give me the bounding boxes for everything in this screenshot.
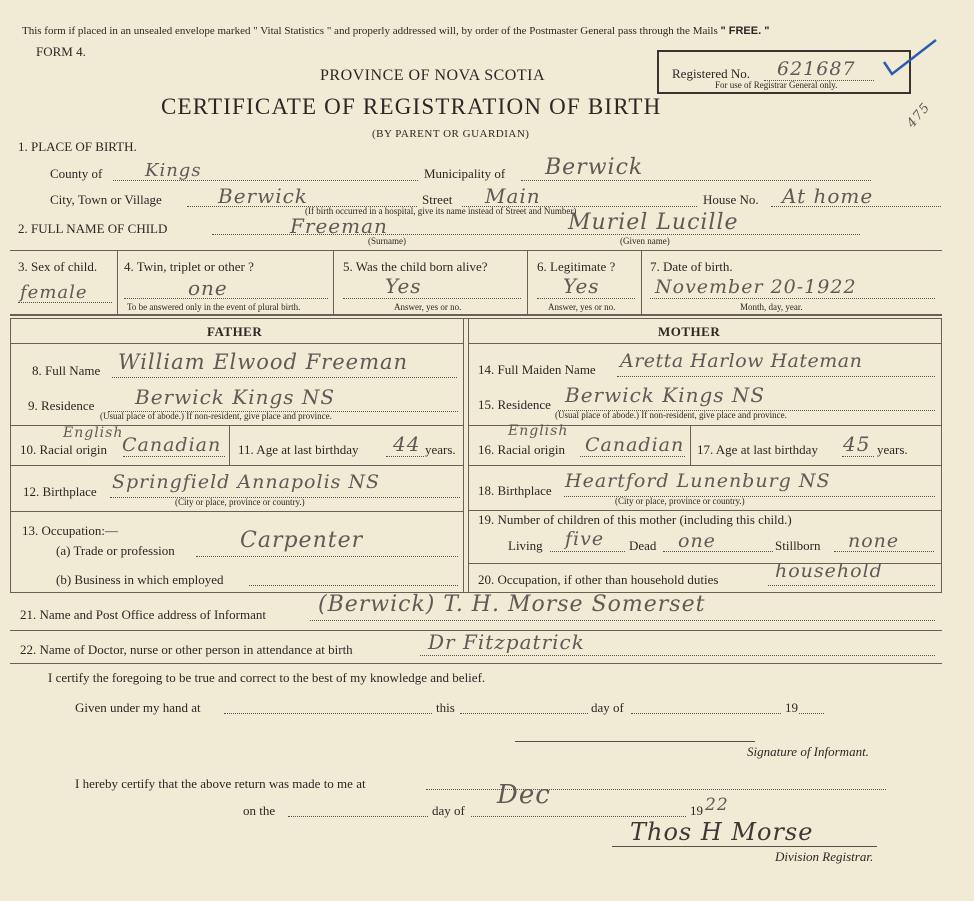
surname-caption: (Surname) <box>368 236 406 246</box>
registration-year-prefix: 19 <box>690 803 703 818</box>
trade-value: Carpenter <box>240 528 364 553</box>
living-value: five <box>565 528 605 550</box>
certificate-title: CERTIFICATE OF REGISTRATION OF BIRTH <box>161 94 662 119</box>
father-age-years: years. <box>425 442 456 457</box>
twin-value: one <box>188 276 228 300</box>
informant-value: (Berwick) T. H. Morse Somerset <box>318 592 706 617</box>
twin-label: 4. Twin, triplet or other ? <box>124 259 254 274</box>
sex-label: 3. Sex of child. <box>18 259 98 274</box>
registered-number: 621687 <box>777 58 856 80</box>
father-racial-label: 10. Racial origin <box>20 442 108 457</box>
municipality-label: Municipality of <box>424 166 506 181</box>
day-of-label: day of <box>591 700 624 715</box>
dob-value: November 20-1922 <box>655 276 857 298</box>
child-surname-value: Freeman <box>290 214 388 238</box>
informant-label: 21. Name and Post Office address of Informant <box>20 607 266 622</box>
mother-name-label: 14. Full Maiden Name <box>478 362 596 377</box>
registrar-use-note: For use of Registrar General only. <box>715 80 838 90</box>
dead-label: Dead <box>629 538 657 553</box>
province-heading: PROVINCE OF NOVA SCOTIA <box>320 67 546 84</box>
father-birthplace-label: 12. Birthplace <box>23 484 97 499</box>
alive-note: Answer, yes or no. <box>394 302 462 312</box>
mother-heading: MOTHER <box>658 324 721 339</box>
house-number-label: House No. <box>703 192 759 207</box>
county-value: Kings <box>145 160 202 181</box>
living-label: Living <box>508 538 543 553</box>
day-of-label-2: day of <box>432 803 465 818</box>
father-name-label: 8. Full Name <box>32 363 101 378</box>
father-age-label: 11. Age at last birthday <box>238 442 359 457</box>
municipality-value: Berwick <box>545 155 644 180</box>
mother-occupation-label: 20. Occupation, if other than household duties <box>478 572 719 587</box>
mother-birthplace-note: (City or place, province or country.) <box>615 496 745 506</box>
given-name-caption: (Given name) <box>620 236 670 246</box>
occupation-label: 13. Occupation:— <box>22 523 119 538</box>
certificate-subtitle: (BY PARENT OR GUARDIAN) <box>372 128 530 140</box>
given-under-hand-label: Given under my hand at <box>75 700 201 715</box>
sex-value: female <box>20 282 88 303</box>
stillborn-label: Stillborn <box>775 538 821 553</box>
stillborn-value: none <box>848 530 900 552</box>
business-label: (b) Business in which employed <box>56 572 224 587</box>
alive-value: Yes <box>385 274 422 298</box>
mother-age-label: 17. Age at last birthday <box>697 442 818 457</box>
house-number-value: At home <box>782 184 874 208</box>
father-residence-label: 9. Residence <box>28 398 95 413</box>
dob-note: Month, day, year. <box>740 302 803 312</box>
registrar-caption: Division Registrar. <box>775 849 874 864</box>
mother-age-value: 45 <box>843 432 871 456</box>
checkmark-icon <box>880 36 940 81</box>
mother-birthplace-value: Heartford Lunenburg NS <box>565 470 831 492</box>
mother-residence-value: Berwick Kings NS <box>565 383 766 407</box>
twin-note: To be answered only in the event of plural birth. <box>127 302 301 312</box>
informant-signature-caption: Signature of Informant. <box>747 744 869 759</box>
on-the-label: on the <box>243 803 276 818</box>
postal-notice: This form if placed in an unsealed envelope marked " Vital Statistics " and properly addressed will, by order of the Postmaster General pass through the Mails " FREE. " <box>22 25 770 37</box>
father-residence-value: Berwick Kings NS <box>135 385 336 409</box>
mother-racial-label: 16. Racial origin <box>478 442 566 457</box>
hospital-note: (If birth occurred in a hospital, give its name instead of Street and Number) <box>305 206 577 216</box>
county-label: County of <box>50 166 103 181</box>
mother-racial-origin-top: English <box>508 423 569 439</box>
registrar-signature: Thos H Morse <box>630 818 814 846</box>
year-label: 19 <box>785 700 798 715</box>
legitimate-label: 6. Legitimate ? <box>537 259 616 274</box>
father-racial-origin-top: English <box>63 425 124 441</box>
street-value: Main <box>485 184 541 208</box>
registration-year-value: 22 <box>705 795 729 815</box>
registered-number-box <box>657 50 911 94</box>
certify-statement: I certify the foregoing to be true and correct to the best of my knowledge and belief. <box>48 670 486 685</box>
dob-label: 7. Date of birth. <box>650 259 733 274</box>
father-racial-value: Canadian <box>122 434 222 456</box>
doctor-value: Dr Fitzpatrick <box>428 630 585 654</box>
mother-residence-label: 15. Residence <box>478 397 551 412</box>
doctor-label: 22. Name of Doctor, nurse or other person in attendance at birth <box>20 642 353 657</box>
registration-month-value: Dec <box>497 780 551 810</box>
child-given-name-value: Muriel Lucille <box>568 210 739 235</box>
street-label: Street <box>422 192 453 207</box>
dead-value: one <box>678 530 716 552</box>
father-birthplace-note: (City or place, province or country.) <box>175 497 305 507</box>
father-age-value: 44 <box>393 432 421 456</box>
father-residence-note: (Usual place of abode.) If non-resident, give place and province. <box>100 411 332 421</box>
father-heading: FATHER <box>207 324 263 339</box>
city-value: Berwick <box>218 184 308 208</box>
children-count-label: 19. Number of children of this mother (including this child.) <box>478 512 792 527</box>
this-label: this <box>436 700 455 715</box>
place-of-birth-heading: 1. PLACE OF BIRTH. <box>18 139 137 154</box>
legitimate-value: Yes <box>563 274 600 298</box>
registrar-statement: I hereby certify that the above return was made to me at <box>75 776 366 791</box>
father-name-value: William Elwood Freeman <box>118 350 409 374</box>
alive-label: 5. Was the child born alive? <box>343 259 488 274</box>
mother-name-value: Aretta Harlow Hateman <box>620 350 863 372</box>
mother-racial-value: Canadian <box>585 434 685 456</box>
form-number: FORM 4. <box>36 44 86 59</box>
registered-label: Registered No. <box>672 66 750 81</box>
mother-birthplace-label: 18. Birthplace <box>478 483 552 498</box>
trade-label: (a) Trade or profession <box>56 543 175 558</box>
legitimate-note: Answer, yes or no. <box>548 302 616 312</box>
mother-age-years: years. <box>877 442 908 457</box>
father-birthplace-value: Springfield Annapolis NS <box>112 471 381 493</box>
mother-occupation-value: household <box>775 560 883 582</box>
margin-annotation: 475 <box>904 100 934 131</box>
city-label: City, Town or Village <box>50 192 162 207</box>
mother-residence-note: (Usual place of abode.) If non-resident, give place and province. <box>555 410 787 420</box>
child-name-label: 2. FULL NAME OF CHILD <box>18 221 168 236</box>
